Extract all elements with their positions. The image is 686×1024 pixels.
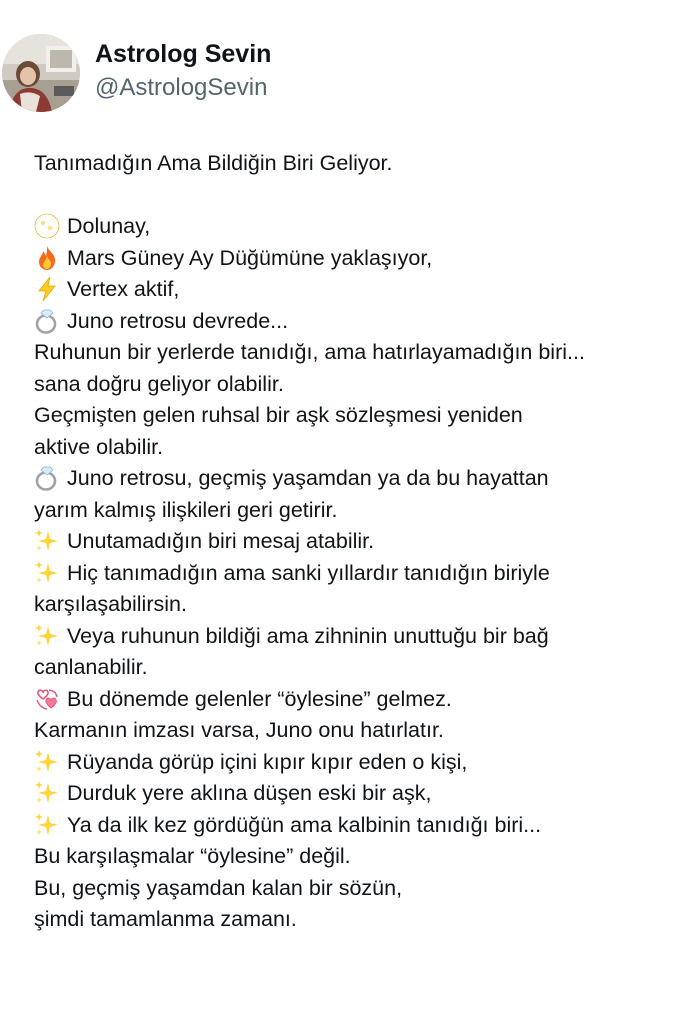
post-line: [34, 621, 674, 653]
post-line-text: Tanımadığın Ama Bildiğin Biri Geliyor.: [34, 151, 393, 175]
post-line: [34, 369, 674, 401]
full-moon-icon: [34, 213, 67, 237]
post-line: [34, 652, 674, 684]
post-line: [34, 873, 674, 905]
ring-icon: [34, 465, 67, 489]
post-line: [34, 463, 674, 495]
post-line: [34, 778, 674, 810]
post-line-text: şimdi tamamlanma zamanı.: [34, 907, 297, 931]
post-line: [34, 684, 674, 716]
post-line: [34, 243, 674, 275]
post-line: [34, 337, 674, 369]
author-display-name[interactable]: Astrolog Sevin: [95, 40, 272, 68]
fire-icon: [34, 245, 67, 269]
post-line-text: Dolunay,: [67, 214, 151, 238]
author-names: [95, 38, 271, 104]
post-line-text: Juno retrosu, geçmiş yaşamdan ya da bu hayattan: [67, 466, 549, 490]
post-line-text: Rüyanda görüp içini kıpır kıpır eden o kişi,: [67, 749, 468, 774]
post-line: [34, 841, 674, 873]
post-line-text: Hiç tanımadığın ama sanki yıllardır tanıdığın biriyle: [67, 560, 550, 585]
blank-line: [34, 180, 674, 212]
post-line-text: Ya da ilk kez gördüğün ama kalbinin tanıdığı biri...: [67, 812, 542, 837]
post-line-text: karşılaşabilirsin.: [34, 592, 187, 616]
sparkles-icon: [34, 812, 67, 836]
post-line-text: Bu karşılaşmalar “öylesine” değil.: [34, 844, 351, 868]
ring-icon: [34, 308, 67, 332]
post-line: [34, 810, 674, 842]
sparkles-icon: [34, 560, 67, 584]
post-line-text: Veya ruhunun bildiği ama zihninin unuttuğu bir bağ: [67, 623, 549, 648]
post-line-text: Unutamadığın biri mesaj atabilir.: [67, 529, 375, 553]
post-line-text: sana doğru geliyor olabilir.: [34, 371, 284, 396]
post-line-text: Bu dönemde gelenler “öylesine” gelmez.: [67, 686, 452, 711]
lightning-icon: [34, 276, 67, 300]
post-line-text: yarım kalmış ilişkileri geri getirir.: [34, 497, 338, 522]
post-line: [34, 747, 674, 779]
author-handle[interactable]: @AstrologSevin: [95, 74, 268, 101]
post-line-text: Mars Güney Ay Düğümüne yaklaşıyor,: [67, 245, 433, 270]
post-line: [34, 274, 674, 306]
sparkles-icon: [34, 623, 67, 647]
revolving-hearts-icon: [34, 686, 67, 710]
post-line-text: Bu, geçmiş yaşamdan kalan bir sözün,: [34, 875, 403, 900]
post-line-text: Durduk yere aklına düşen eski bir aşk,: [67, 781, 432, 805]
sparkles-icon: [34, 528, 67, 552]
post-line: [34, 715, 674, 747]
post-line: [34, 400, 674, 432]
post-line: [34, 495, 674, 527]
post-line: [34, 526, 674, 558]
post-line: [34, 589, 674, 621]
sparkles-icon: [34, 749, 67, 773]
post-line: [34, 211, 674, 243]
post-line-text: aktive olabilir.: [34, 434, 164, 459]
sparkles-icon: [34, 780, 67, 804]
post-line-text: canlanabilir.: [34, 655, 148, 679]
post-line-text: Juno retrosu devrede...: [67, 308, 289, 333]
avatar[interactable]: [2, 34, 80, 112]
post-header: [0, 30, 686, 116]
post-line-text: Karmanın imzası varsa, Juno onu hatırlatır.: [34, 718, 444, 742]
post-line: [34, 148, 674, 180]
post-line-text: Vertex aktif,: [67, 277, 180, 301]
post-line: [34, 306, 674, 338]
post-line-text: Geçmişten gelen ruhsal bir aşk sözleşmesi yeniden: [34, 403, 523, 427]
post-body: [34, 148, 674, 936]
post-line: [34, 904, 674, 936]
post-line-text: Ruhunun bir yerlerde tanıdığı, ama hatırlayamadığın biri...: [34, 340, 585, 364]
post-line: [34, 558, 674, 590]
post-line: [34, 432, 674, 464]
